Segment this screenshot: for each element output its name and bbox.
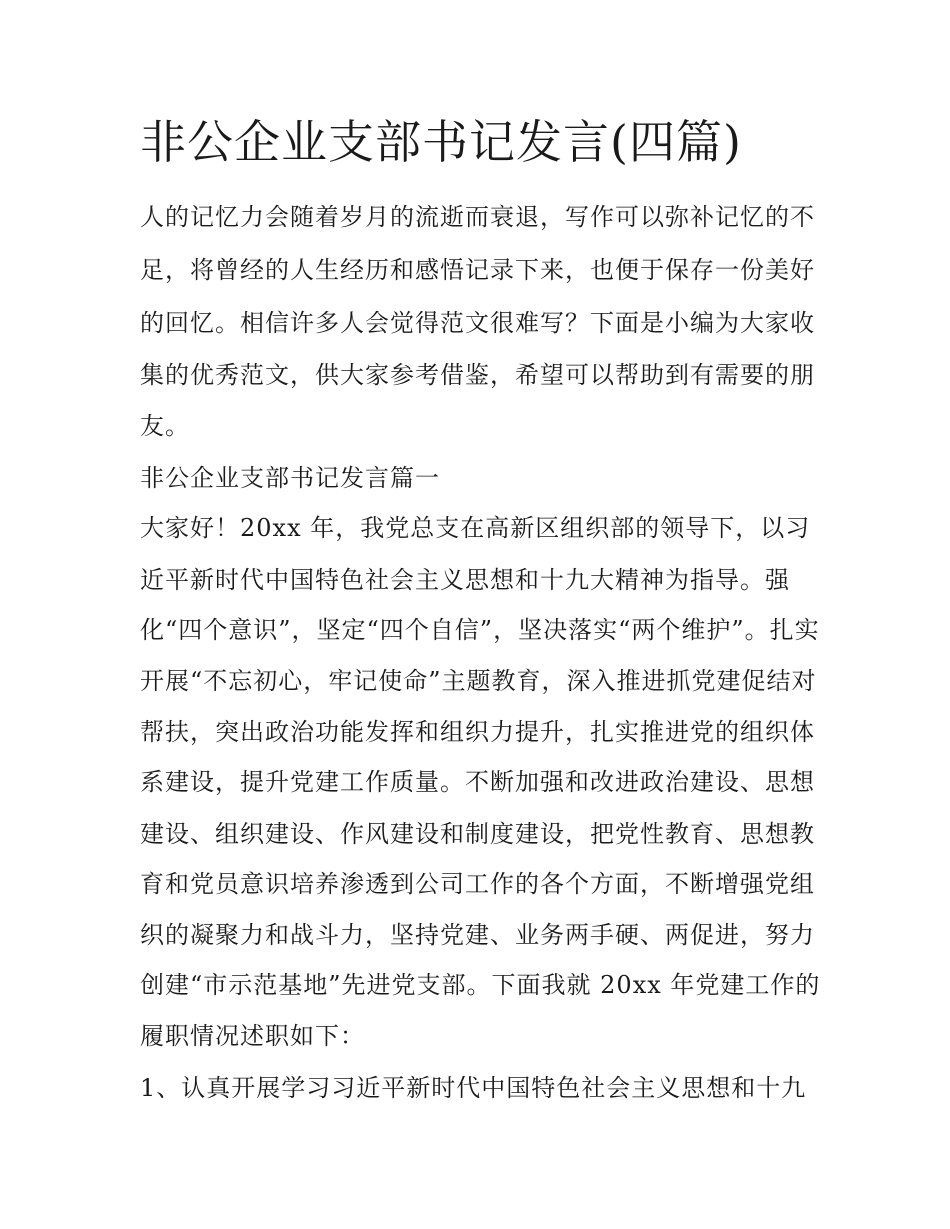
paragraph-line: 系建设，提升党建工作质量。不断加强和改进政治建设、思想 bbox=[140, 768, 815, 796]
paragraph-line: 育和党员意识培养渗透到公司工作的各个方面，不断增强党组 bbox=[140, 870, 815, 898]
paragraph-line: 履职情况述职如下： bbox=[140, 1022, 365, 1050]
paragraph-line: 建设、组织建设、作风建设和制度建设，把党性教育、思想教 bbox=[140, 820, 815, 848]
paragraph-line: 足，将曾经的人生经历和感悟记录下来，也便于保存一份美好 bbox=[140, 256, 815, 284]
paragraph-line: 的回忆。相信许多人会觉得范文很难写？下面是小编为大家收 bbox=[140, 309, 815, 337]
paragraph-line: 近平新时代中国特色社会主义思想和十九大精神为指导。强 bbox=[140, 566, 790, 594]
paragraph-line: 开展“不忘初心，牢记使命”主题教育，深入推进抓党建促结对 bbox=[140, 667, 817, 695]
paragraph-line: 友。 bbox=[140, 412, 190, 440]
paragraph-line: 化“四个意识”，坚定“四个自信”，坚决落实“两个维护”。扎实 bbox=[140, 616, 820, 644]
document-title: 非公企业支部书记发言(四篇) bbox=[140, 115, 742, 169]
paragraph-line: 织的凝聚力和战斗力，坚持党建、业务两手硬、两促进，努力 bbox=[140, 921, 815, 949]
paragraph-line: 帮扶，突出政治功能发挥和组织力提升，扎实推进党的组织体 bbox=[140, 718, 815, 746]
paragraph-line: 人的记忆力会随着岁月的流逝而衰退，写作可以弥补记忆的不 bbox=[140, 203, 815, 231]
paragraph-line: 大家好！20xx 年，我党总支在高新区组织部的领导下，以习 bbox=[140, 514, 811, 542]
paragraph-line: 集的优秀范文，供大家参考借鉴，希望可以帮助到有需要的朋 bbox=[140, 361, 815, 389]
section-heading: 非公企业支部书记发言篇一 bbox=[140, 464, 440, 492]
paragraph-line: 创建“市示范基地”先进党支部。下面我就 20xx 年党建工作的 bbox=[140, 971, 821, 999]
list-item-line: 1、认真开展学习习近平新时代中国特色社会主义思想和十九 bbox=[140, 1074, 807, 1102]
